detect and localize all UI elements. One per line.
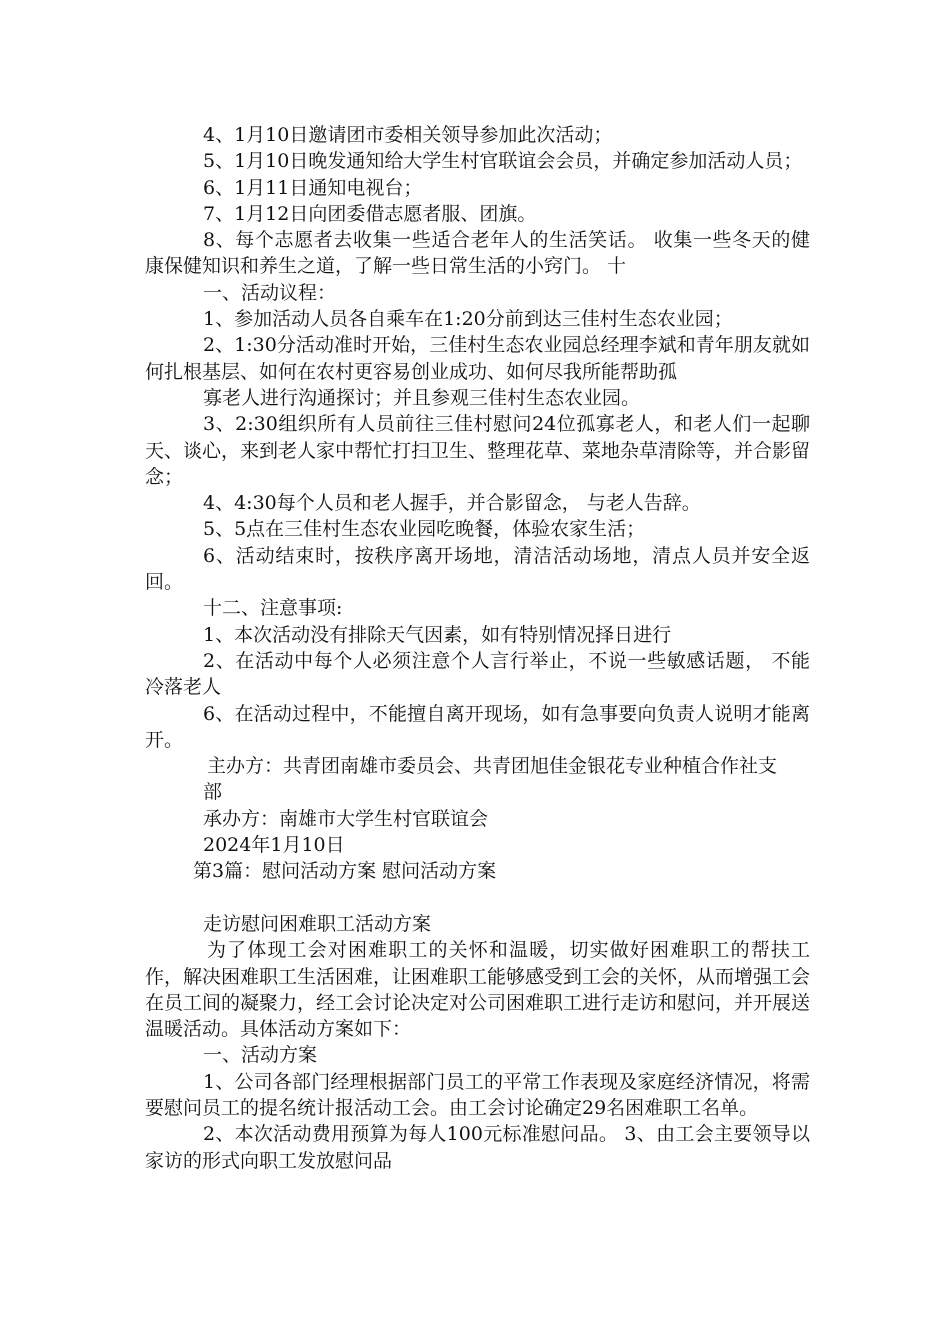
paragraph: 4、4:30每个人员和老人握手，并合影留念， 与老人告辞。 (203, 492, 701, 515)
section-heading: 一、活动议程： (203, 281, 337, 304)
paragraph: 寡老人进行沟通探讨；并且参观三佳村生态农业园。 (203, 386, 641, 409)
date-line: 2024年1月10日 (203, 834, 345, 857)
paragraph: 8、每个志愿者去收集一些适合老年人的生活笑话。 收集一些冬天的健康保健知识和养生之道，了解一些日常生活的小窍门。 十 (145, 229, 810, 278)
paragraph: 6、活动结束时，按秩序离开场地，清洁活动场地，清点人员并安全返回。 (145, 544, 810, 594)
paragraph: 1、参加活动人员各自乘车在1:20分前到达三佳村生态农业园； (203, 308, 733, 331)
organizer-line-continued: 部 (203, 781, 223, 804)
paragraph: 1、本次活动没有排除天气因素，如有特别情况择日进行 (203, 623, 672, 646)
document-body (145, 122, 810, 1174)
organizer-line: 主办方：共青团南雄市委员会、共青团旭佳金银花专业种植合作社支 (207, 755, 778, 778)
paragraph: 5、1月10日晚发通知给大学生村官联谊会会员，并确定参加活动人员； (203, 150, 803, 173)
blank-line (145, 885, 810, 911)
paragraph: 6、1月11日通知电视台； (203, 176, 423, 199)
paragraph: 为了体现工会对困难职工的关怀和温暖，切实做好困难职工的帮扶工作，解决困难职工生活困难，让困难职工能够感受到工会的关怀，从而增强工会在员工间的凝聚力，经工会讨论决定对公司困难职工进行走访和慰问，并开展送温暖活动。具体活动方案如下： (145, 939, 811, 1041)
paragraph: 2、1:30分活动准时开始，三佳村生态农业园总经理李斌和青年朋友就如何扎根基层、如何在农村更容易创业成功、如何尽我所能帮助孤 (145, 334, 810, 383)
section-heading: 一、活动方案 (203, 1044, 318, 1067)
section-heading: 十二、注意事项: (203, 597, 343, 620)
paragraph: 1、公司各部门经理根据部门员工的平常工作表现及家庭经济情况，将需要慰问员工的提名统计报活动工会。由工会讨论确定29名困难职工名单。 (145, 1070, 810, 1119)
co-organizer-line: 承办方：南雄市大学生村官联谊会 (203, 807, 489, 830)
paragraph: 7、1月12日向团委借志愿者服、团旗。 (203, 202, 537, 225)
document-title: 走访慰问困难职工活动方案 (203, 912, 432, 935)
paragraph: 4、1月10日邀请团市委相关领导参加此次活动； (203, 124, 613, 146)
chapter-heading: 第3篇：慰问活动方案 慰问活动方案 (193, 860, 497, 883)
paragraph: 3、2:30组织所有人员前往三佳村慰问24位孤寡老人，和老人们一起聊天、谈心，来到老人家中帮忙打扫卫生、整理花草、菜地杂草清除等，并合影留念； (145, 413, 811, 488)
paragraph: 2、本次活动费用预算为每人100元标准慰问品。 3、由工会主要领导以家访的形式向职工发放慰问品 (145, 1123, 810, 1172)
paragraph: 5、5点在三佳村生态农业园吃晚餐，体验农家生活； (203, 518, 646, 541)
paragraph: 6、在活动过程中，不能擅自离开现场，如有急事要向负责人说明才能离开。 (145, 702, 810, 751)
paragraph: 2、在活动中每个人必须注意个人言行举止，不说一些敏感话题， 不能冷落老人 (145, 649, 810, 699)
